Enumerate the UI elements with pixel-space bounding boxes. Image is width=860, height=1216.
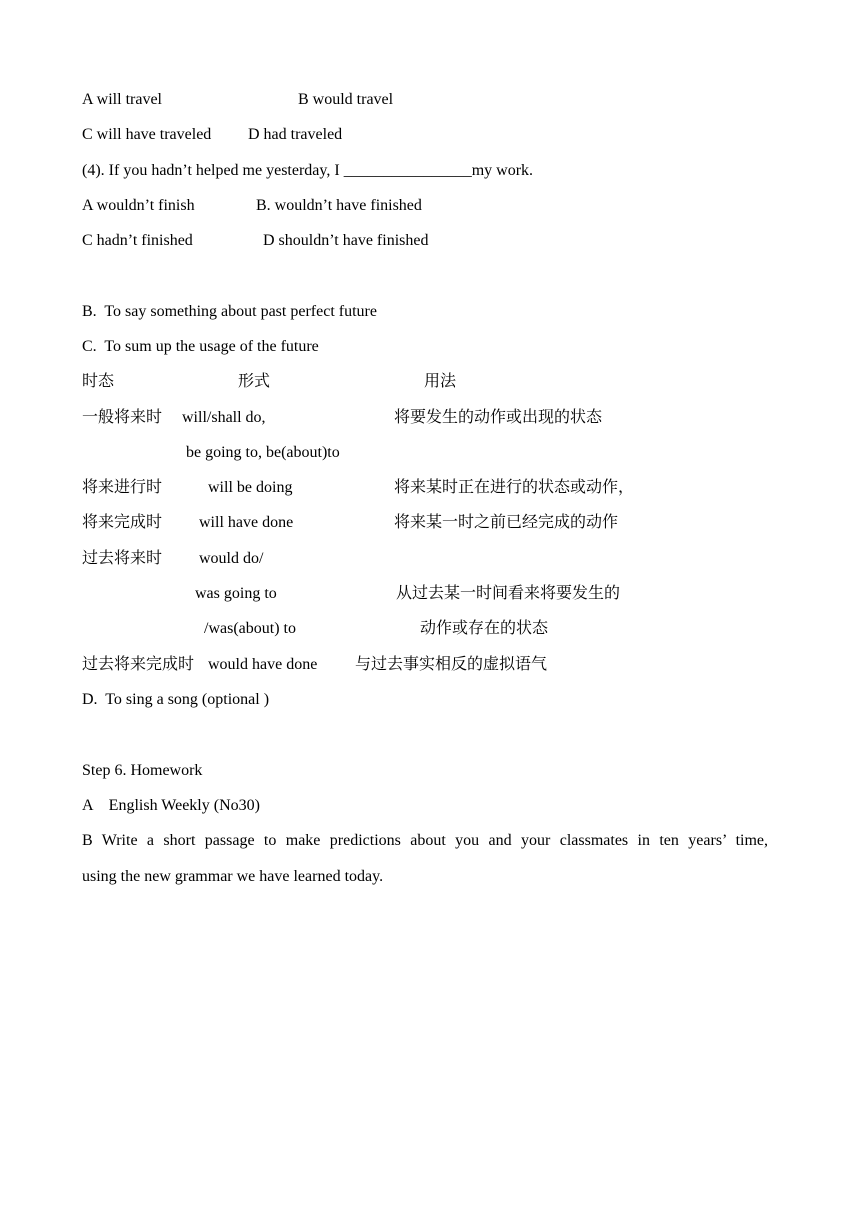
q4-option-c: C hadn’t finished [82,232,193,249]
past-future-perfect-form: would have done [208,656,318,673]
simple-future-usage: 将要发生的动作或出现的状态 [394,409,603,426]
q3-option-b: B would travel [298,91,394,108]
future-continuous-tense: 将来进行时 [82,479,163,496]
future-perfect-usage: 将来某一时之前已经完成的动作 [394,514,619,531]
past-future-tense: 过去将来时 [82,550,163,567]
homework-item-a: A English Weekly (No30) [82,797,260,814]
future-continuous-form: will be doing [208,479,293,496]
homework-item-b [82,823,768,895]
q4-option-b: B. wouldn’t have finished [256,197,422,214]
past-future-usage-2: 动作或存在的状态 [420,620,549,637]
q3-option-c: C will have traveled [82,126,212,143]
q4-stem: (4). If you hadn’t helped me yesterday, I ________________my work. [82,162,534,179]
past-future-usage-1: 从过去某一时间看来将要发生的 [396,585,621,602]
q3-option-a: A will travel [82,91,162,108]
simple-future-form: will/shall do, [182,409,266,426]
past-future-perfect-usage: 与过去事实相反的虚拟语气 [355,656,548,673]
homework-title: Step 6. Homework [82,762,203,779]
past-future-form-2: was going to [195,585,277,602]
past-future-form-3: /was(about) to [204,620,296,637]
past-future-perfect-tense: 过去将来完成时 [82,656,195,673]
simple-future-form-alt: be going to, be(about)to [186,444,340,461]
simple-future-tense: 一般将来时 [82,409,163,426]
q4-option-a: A wouldn’t finish [82,197,195,214]
future-perfect-form: will have done [199,514,294,531]
q3-option-d: D had traveled [248,126,343,143]
homework-item-b-line1: B Write a short passage to make predictions about you and your classmates in ten years’ time, [82,832,768,849]
past-future-form-1: would do/ [199,550,264,567]
section-d-heading: D. To sing a song (optional ) [82,691,270,708]
q4-option-d: D shouldn’t have finished [263,232,429,249]
future-continuous-usage: 将来某时正在进行的状态或动作， [394,479,635,496]
section-b-heading: B. To say something about past perfect future [82,303,377,320]
future-perfect-tense: 将来完成时 [82,514,163,531]
header-tense: 时态 [82,373,115,390]
header-form: 形式 [238,373,271,390]
homework-item-b-line2: using the new grammar we have learned today. [82,868,384,885]
header-usage: 用法 [424,373,457,390]
section-c-heading: C. To sum up the usage of the future [82,338,319,355]
